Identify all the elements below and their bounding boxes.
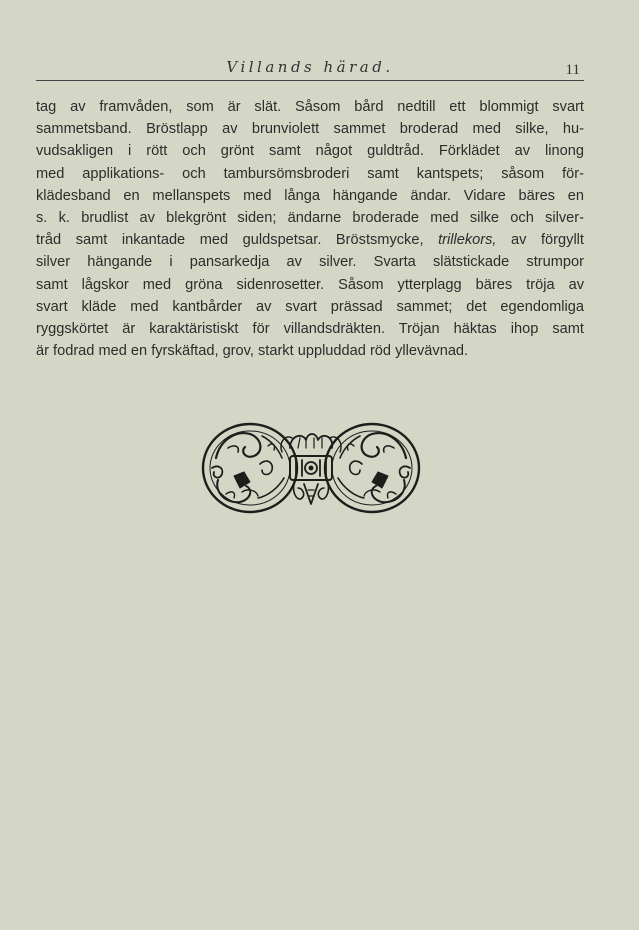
running-header bbox=[36, 56, 584, 82]
text-line: silver hängande i pansarkedja av silver. Svarta slätstickade strumpor bbox=[36, 254, 584, 271]
italic-term: trillekors, bbox=[438, 232, 497, 249]
page-number: 11 bbox=[565, 62, 580, 78]
body-text bbox=[36, 96, 584, 362]
text-line: s. k. brudlist av blekgrönt siden; ändarne broderade med silke och silver- bbox=[36, 209, 584, 226]
text-line: är fodrad med en fyrskäftad, grov, starkt uppluddad röd yllevävnad. bbox=[36, 343, 469, 360]
clasp-ornament-icon bbox=[198, 418, 424, 518]
text-line: tag av framvåden, som är slät. Såsom bård nedtill ett blommigt svart bbox=[36, 99, 584, 115]
text-line: svart kläde med kantbårder av svart prässad sammet; det egendomliga bbox=[36, 298, 584, 315]
running-title: Villands härad. bbox=[226, 58, 394, 76]
text-line: klädesband en mellanspets med långa hängande ändar. Vidare bäres en bbox=[36, 187, 584, 204]
text-line-mixed bbox=[36, 229, 584, 251]
text-segment: av förgyllt bbox=[511, 232, 584, 249]
header-rule bbox=[36, 80, 584, 81]
text-line: med applikations- och tambursömsbroderi samt kantspets; såsom för- bbox=[36, 165, 584, 182]
text-line: sammetsband. Bröstlapp av brunviolett sammet broderad med silke, hu- bbox=[36, 121, 584, 138]
text-line: ryggskörtet är karaktäristiskt för villandsdräkten. Tröjan häktas ihop samt bbox=[36, 320, 584, 337]
text-line: samt lågskor med gröna sidenrosetter. Såsom ytterplagg bäres tröja av bbox=[36, 276, 584, 293]
text-line: vudsakligen i rött och grönt samt något guldtråd. Förklädet av linong bbox=[36, 143, 584, 160]
text-segment: tråd samt inkantade med guldspetsar. Bröstsmycke, bbox=[36, 232, 424, 249]
